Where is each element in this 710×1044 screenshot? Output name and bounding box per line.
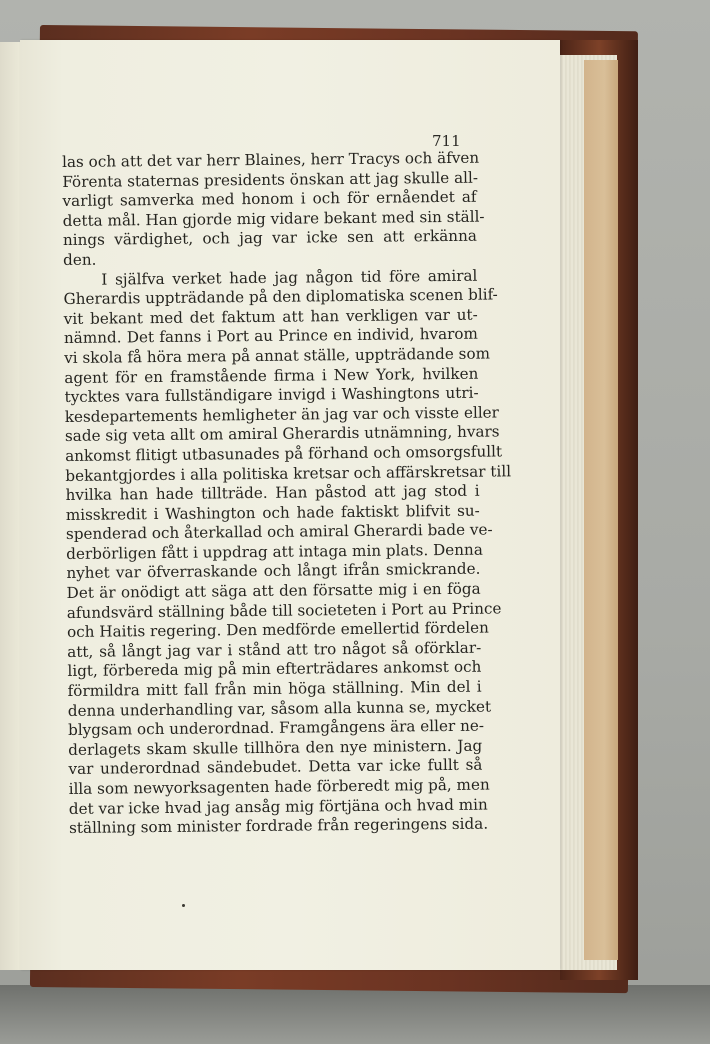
text-line: nings värdighet, och jag var icke sen att erkänna	[62, 227, 477, 250]
text-line: derbörligen fått i uppdrag att intaga min plats. Denna	[66, 540, 483, 563]
text-line: Gherardis uppträdande på den diplomatiska scenen blif-	[63, 285, 498, 309]
text-line: blygsam och underordnad. Framgångens ära eller ne-	[67, 716, 485, 740]
text-line: tycktes vara fullständigare invigd i Washingtons utri-	[64, 383, 479, 407]
text-line: derlagets skam skulle tillhöra den nye ministern. Jag	[68, 736, 483, 759]
text-line: ankomst flitigt utbasunades på förhand och omsorgsfullt	[65, 442, 503, 465]
text-line: vit bekant med det faktum att han verkligen var ut-	[63, 305, 478, 328]
text-line: nyhet var öfverraskande och långt ifrån smickrande.	[66, 560, 481, 583]
body-text	[62, 148, 512, 839]
text-line: det var icke hvad jag ansåg mig förtjäna och hvad min	[68, 795, 488, 818]
text-line: vi skola få höra mera på annat ställe, uppträdande som	[64, 344, 491, 367]
text-line: detta mål. Han gjorde mig vidare bekant med sin ställ-	[62, 207, 485, 230]
text-line: illa som newyorksagenten hade förberedt mig på, men	[68, 775, 490, 798]
text-line: misskredit i Washington och hade faktiskt blifvit su-	[65, 501, 480, 524]
text-line: Förenta staternas presidents önskan att jag skulle all-	[62, 168, 479, 191]
text-line: agent för en framstående firma i New York, hvilken	[64, 364, 479, 387]
page-number: 711	[432, 132, 461, 150]
text-line: I själfva verket hade jag någon tid före amiral	[101, 266, 478, 289]
text-line: nämnd. Det fanns i Port au Prince en individ, hvarom	[63, 324, 479, 348]
text-line: Det är onödigt att säga att den försatte mig i en föga	[66, 579, 481, 603]
text-line: ställning som minister fordrade från regeringens sida.	[68, 814, 489, 838]
page-speck	[182, 904, 185, 907]
text-line: bekantgjordes i alla politiska kretsar och affärskretsar till	[65, 461, 512, 485]
text-line: varligt samverka med honom i och för ernåendet af	[62, 187, 477, 211]
text-line: sade sig veta allt om amiral Gherardis utnämning, hvars	[64, 422, 500, 446]
text-line: ligt, förbereda mig på min efterträdares ankomst och	[67, 658, 482, 681]
endpaper	[584, 60, 618, 960]
text-line: var underordnad sändebudet. Detta var icke fullt så	[68, 756, 483, 779]
text-line: att, så långt jag var i stånd att tro något så oförklar-	[67, 638, 482, 661]
text-line: afundsvärd ställning både till societeten i Port au Prince	[66, 599, 502, 622]
text-line: kesdepartements hemligheter än jag var och visste eller	[64, 403, 499, 426]
table-shadow	[0, 985, 710, 1044]
text-line: hvilka han hade tillträde. Han påstod att jag stod i	[65, 481, 480, 505]
text-line: den.	[63, 250, 97, 269]
text-line: las och att det var herr Blaines, herr Tracys och äfven	[62, 148, 480, 171]
text-line: denna underhandling var, såsom alla kunna se, mycket	[67, 697, 492, 720]
text-line: spenderad och återkallad och amiral Gherardi bade ve-	[65, 520, 493, 544]
text-line: och Haitis regering. Den medförde emellertid fördelen	[66, 618, 489, 642]
text-line: förmildra mitt fall från min höga ställning. Min del i	[67, 677, 482, 701]
